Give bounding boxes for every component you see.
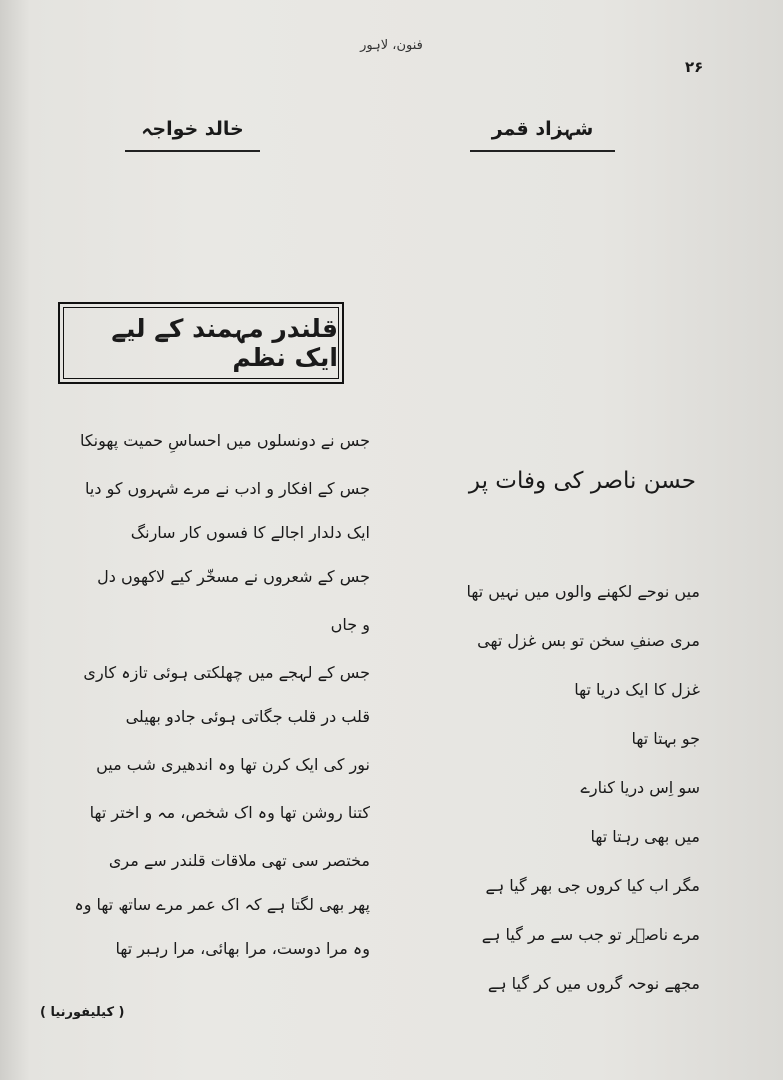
left-poem-title: قلندر مہمند کے لیے ایک نظم — [63, 307, 339, 379]
poem-line: میں نوحے لکھنے والوں میں نہیں تھا — [466, 582, 700, 601]
poem-line: و جاں — [330, 615, 370, 634]
poem-line: کتنا روشن تھا وہ اک شخص، مہ و اختر تھا — [89, 803, 370, 822]
poem-line: وہ مرا دوست، مرا بھائی، مرا رہبر تھا — [115, 939, 370, 958]
author-name-left: خالد خواجہ — [125, 118, 260, 152]
poem-line: مختصر سی تھی ملاقات قلندر سے مری — [108, 851, 370, 870]
poem-line: مری صنفِ سخن تو بس غزل تھی — [477, 631, 700, 650]
poem-line: نور کی ایک کرن تھا وہ اندھیری شب میں — [96, 755, 370, 774]
poem-location: ( کیلیفورنیا ) — [40, 1005, 125, 1020]
poem-line: جو بہتا تھا — [631, 729, 700, 748]
right-poem — [420, 581, 700, 1022]
poem-line: غزل کا ایک دریا تھا — [574, 680, 700, 699]
poem-line: قلب در قلب جگاتی ہوئی جادو بھیلی — [125, 707, 370, 726]
running-title: فنون، لاہور — [360, 38, 423, 53]
page-number: ۲۶ — [685, 58, 704, 76]
poem-line: جس کے شعروں نے مسخّر کیے لاکھوں دل — [97, 567, 370, 586]
poem-line: میں بھی رہتا تھا — [590, 827, 700, 846]
poem-line: جس نے دونسلوں میں احساسِ حمیت پھونکا — [79, 431, 370, 450]
poem-title-frame — [58, 302, 344, 384]
poem-line: مرے ناصؔر تو جب سے مر گیا ہے — [481, 925, 700, 944]
poem-line: مجھے نوحہ گروں میں کر گیا ہے — [487, 974, 700, 993]
left-poem — [40, 430, 370, 986]
poem-line: مگر اب کیا کروں جی بھر گیا ہے — [485, 876, 700, 895]
poem-line: ایک دلدار اجالے کا فسوں کار سارنگ — [130, 523, 370, 542]
poem-line: سو اِس دریا کنارے — [580, 778, 700, 797]
poem-line: جس کے افکار و ادب نے مرے شہروں کو دیا — [85, 479, 370, 498]
author-name-right: شہزاد قمر — [470, 118, 615, 152]
right-poem-title: حسن ناصر کی وفات پر — [468, 468, 696, 494]
poem-line: جس کے لہجے میں چھلکتی ہوئی تازہ کاری — [83, 663, 370, 682]
poem-line: پھر بھی لگتا ہے کہ اک عمر مرے ساتھ تھا وہ — [74, 895, 370, 914]
